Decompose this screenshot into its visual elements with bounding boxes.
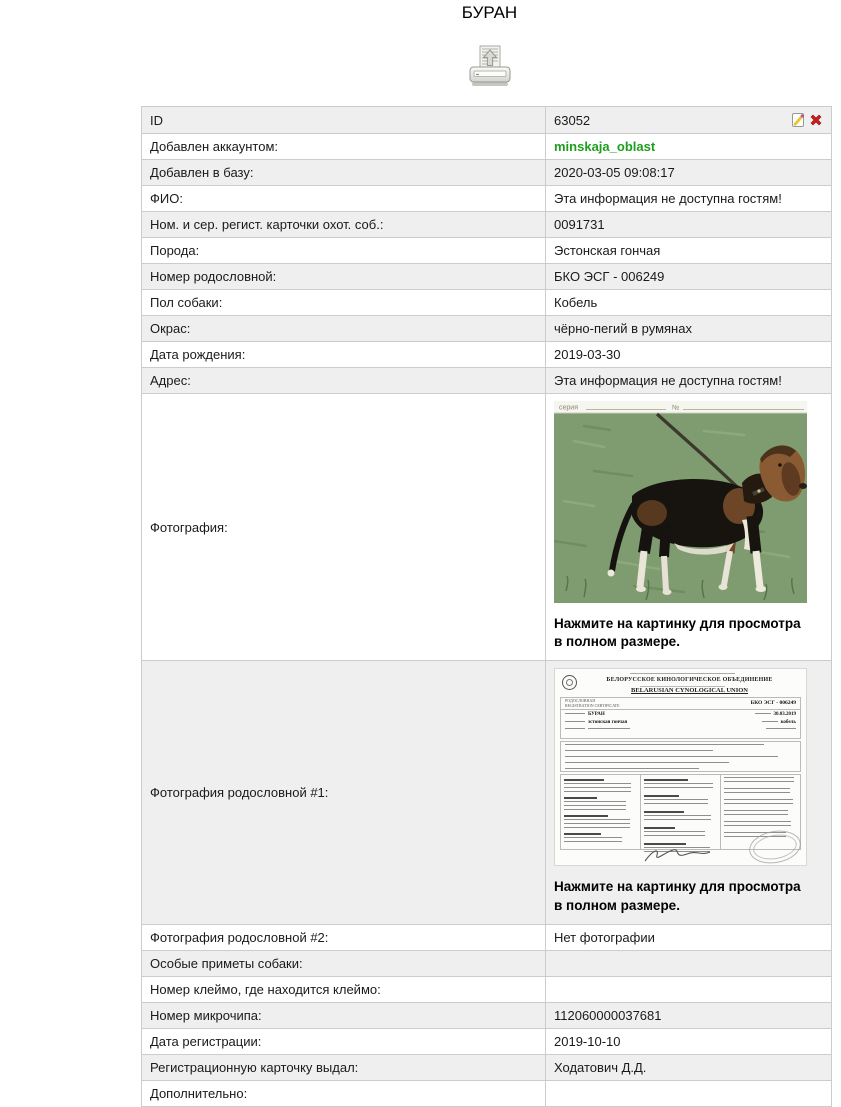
row-value — [546, 107, 832, 134]
table-row — [142, 924, 832, 950]
row-label: Адрес: — [142, 368, 546, 394]
certificate-title-en: REGISTRATION CERTIFICATE — [565, 702, 620, 708]
row-value: Ходатович Д.Д. — [546, 1054, 832, 1080]
row-label: Порода: — [142, 238, 546, 264]
table-row — [142, 238, 832, 264]
photo-caption: Нажмите на картинку для просмотра в полном размере. — [554, 879, 801, 913]
row-value: 2019-10-10 — [546, 1028, 832, 1054]
table-row — [142, 212, 832, 238]
row-value — [546, 661, 832, 924]
dog-record-page — [141, 3, 838, 1107]
row-label: Фотография: — [142, 394, 546, 661]
certificate-sex: кобель — [780, 720, 796, 726]
certificate-dog-name: БУРАН — [588, 712, 605, 718]
row-label: Дополнительно: — [142, 1080, 546, 1106]
svg-text:№: № — [672, 404, 680, 412]
row-label: Номер микрочипа: — [142, 1002, 546, 1028]
table-row — [142, 1028, 832, 1054]
table-row — [142, 264, 832, 290]
table-row — [142, 342, 832, 368]
row-label: Окрас: — [142, 316, 546, 342]
edit-button[interactable] — [791, 112, 806, 128]
table-row — [142, 1080, 832, 1106]
table-row — [142, 186, 832, 212]
record-table — [141, 106, 832, 1107]
certificate-birth-date: 30.03.2019 — [773, 712, 796, 718]
edit-pencil-icon — [791, 112, 806, 128]
row-value: Эта информация не доступна гостям! — [546, 186, 832, 212]
table-row — [142, 950, 832, 976]
pedigree-certificate-image — [554, 668, 807, 866]
table-row — [142, 107, 832, 134]
row-label: Добавлен в базу: — [142, 160, 546, 186]
certificate-breed: эстонская гончая — [588, 720, 628, 726]
dog-photo-image — [554, 401, 807, 603]
row-value: Кобель — [546, 290, 832, 316]
record-table-body — [142, 107, 832, 1107]
delete-button[interactable] — [809, 113, 823, 127]
table-row — [142, 394, 832, 661]
table-row — [142, 316, 832, 342]
table-row — [142, 160, 832, 186]
row-label: ФИО: — [142, 186, 546, 212]
row-label: ID — [142, 107, 546, 134]
row-value: 2019-03-30 — [546, 342, 832, 368]
certificate-reg-number: БКО ЭСГ - 006249 — [750, 700, 796, 707]
pedigree-photo[interactable] — [554, 668, 807, 866]
table-row — [142, 661, 832, 924]
row-label: Дата рождения: — [142, 342, 546, 368]
printer-icon — [465, 43, 515, 91]
table-row — [142, 976, 832, 1002]
page-title: БУРАН — [461, 3, 518, 22]
svg-text:серия: серия — [559, 404, 578, 412]
certificate-logo-icon — [562, 675, 577, 690]
table-row — [142, 1002, 832, 1028]
table-row — [142, 1054, 832, 1080]
row-value: Эта информация не доступна гостям! — [546, 368, 832, 394]
row-value: чёрно-пегий в румянах — [546, 316, 832, 342]
row-value — [546, 394, 832, 661]
account-link[interactable]: minskaja_oblast — [554, 139, 656, 154]
certificate-org-ru: БЕЛОРУССКОЕ КИНОЛОГИЧЕСКОЕ ОБЪЕДИНЕНИЕ — [606, 677, 773, 684]
row-label: Особые приметы собаки: — [142, 950, 546, 976]
record-id-value: 63052 — [554, 112, 591, 128]
print-button[interactable] — [464, 43, 516, 93]
row-value: 0091731 — [546, 212, 832, 238]
row-label: Номер родословной: — [142, 264, 546, 290]
delete-x-icon — [809, 113, 823, 127]
row-value: 112060000037681 — [546, 1002, 832, 1028]
table-row — [142, 290, 832, 316]
row-value — [546, 1080, 832, 1106]
row-label: Регистрационную карточку выдал: — [142, 1054, 546, 1080]
row-value: 2020-03-05 09:08:17 — [546, 160, 832, 186]
certificate-title-ru: РОДОСЛОВНАЯ — [565, 698, 595, 704]
row-value: БКО ЭСГ - 006249 — [546, 264, 832, 290]
signature-scribble — [643, 846, 713, 864]
certificate-org-en: BELARUSIAN CYNOLOGICAL UNION — [630, 687, 749, 695]
row-label: Добавлен аккаунтом: — [142, 134, 546, 160]
row-value — [546, 976, 832, 1002]
row-label: Фотография родословной #1: — [142, 661, 546, 924]
photo-caption: Нажмите на картинку для просмотра в полном размере. — [554, 616, 801, 650]
row-label: Пол собаки: — [142, 290, 546, 316]
row-value — [546, 950, 832, 976]
row-label: Дата регистрации: — [142, 1028, 546, 1054]
table-row — [142, 134, 832, 160]
row-value — [546, 134, 832, 160]
row-label: Ном. и сер. регист. карточки охот. соб.: — [142, 212, 546, 238]
row-value: Нет фотографии — [546, 924, 832, 950]
row-label: Фотография родословной #2: — [142, 924, 546, 950]
dog-photo[interactable] — [554, 401, 807, 603]
row-value: Эстонская гончая — [546, 238, 832, 264]
row-label: Номер клеймо, где находится клеймо: — [142, 976, 546, 1002]
table-row — [142, 368, 832, 394]
